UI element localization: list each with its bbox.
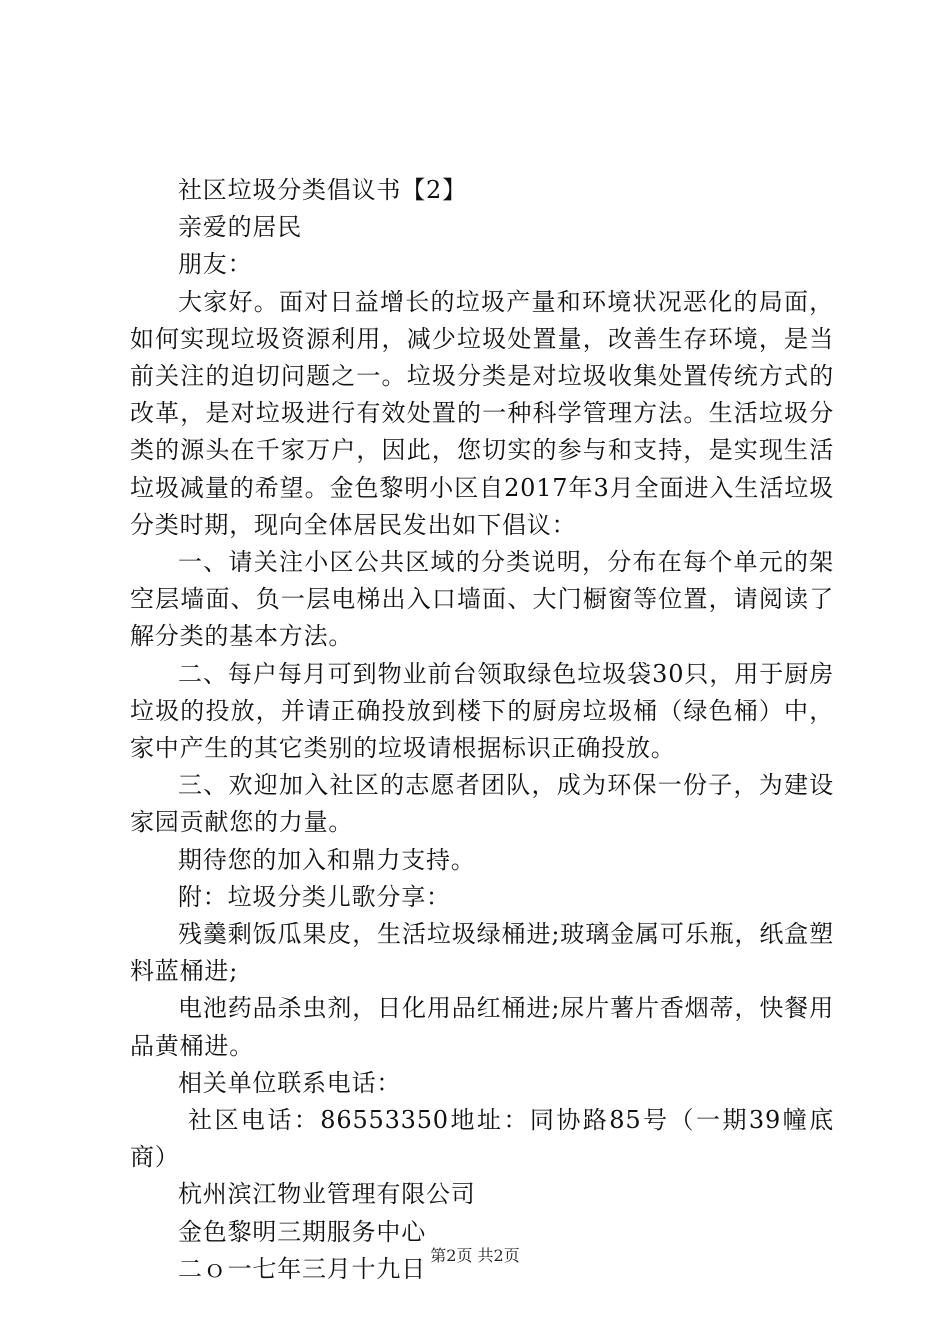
contact-heading: 相关单位联系电话： [178, 1068, 402, 1097]
paragraph-item-1: 一、请关注小区公共区域的分类说明，分布在每个单元的架空层墙面、负一层电梯出入口墙面、大门橱窗等位置，请阅读了解分类的基本方法。 [130, 548, 834, 651]
paragraph-item-2: 二、每户每月可到物业前台领取绿色垃圾袋30只，用于厨房垃圾的投放，并请正确投放到楼下的厨房垃圾桶（绿色桶）中，家中产生的其它类别的垃圾请根据标识正确投放。 [130, 659, 834, 763]
contact-line: 社区电话：86553350地址：同协路85号（一期39幢底商） [130, 1106, 834, 1172]
paragraph-item-3: 三、欢迎加入社区的志愿者团队，成为环保一份子，为建设家园贡献您的力量。 [130, 771, 834, 837]
paragraph-intro: 大家好。面对日益增长的垃圾产量和环境状况恶化的局面，如何实现垃圾资源利用，减少垃圾处置量，改善生存环境，是当前关注的迫切问题之一。垃圾分类是对垃圾收集处置传统方式的改革，是对垃圾进行有效处置的一种科学管理方法。生活垃圾分类的源头在千家万户，因此，您切实的参与和支持，是实现生活垃圾减量的希望。金色黎明小区自2017年3月全面进入生活垃圾分类时期，现向全体居民发出如下倡议： [130, 287, 834, 539]
paragraph-appendix-heading: 附：垃圾分类儿歌分享： [178, 882, 451, 911]
document-title: 社区垃圾分类倡议书【2】 [178, 176, 467, 204]
song-verse-2: 电池药品杀虫剂，日化用品红桶进;尿片薯片香烟蒂，快餐用品黄桶进。 [130, 994, 834, 1060]
signature-date: 二ｏ一七年三月十九日 [178, 1254, 426, 1283]
page-footer: 第2页 共2页 [430, 1246, 520, 1265]
signature-center: 金色黎明三期服务中心 [178, 1217, 426, 1246]
document-body [130, 172, 834, 1288]
salutation-line-2: 朋友： [178, 250, 253, 279]
signature-company: 杭州滨江物业管理有限公司 [178, 1180, 476, 1209]
salutation-line-1: 亲爱的居民 [178, 213, 302, 242]
song-verse-1: 残羹剩饭瓜果皮，生活垃圾绿桶进;玻璃金属可乐瓶，纸盒塑料蓝桶进; [130, 920, 834, 986]
paragraph-closing: 期待您的加入和鼎力支持。 [178, 845, 476, 874]
